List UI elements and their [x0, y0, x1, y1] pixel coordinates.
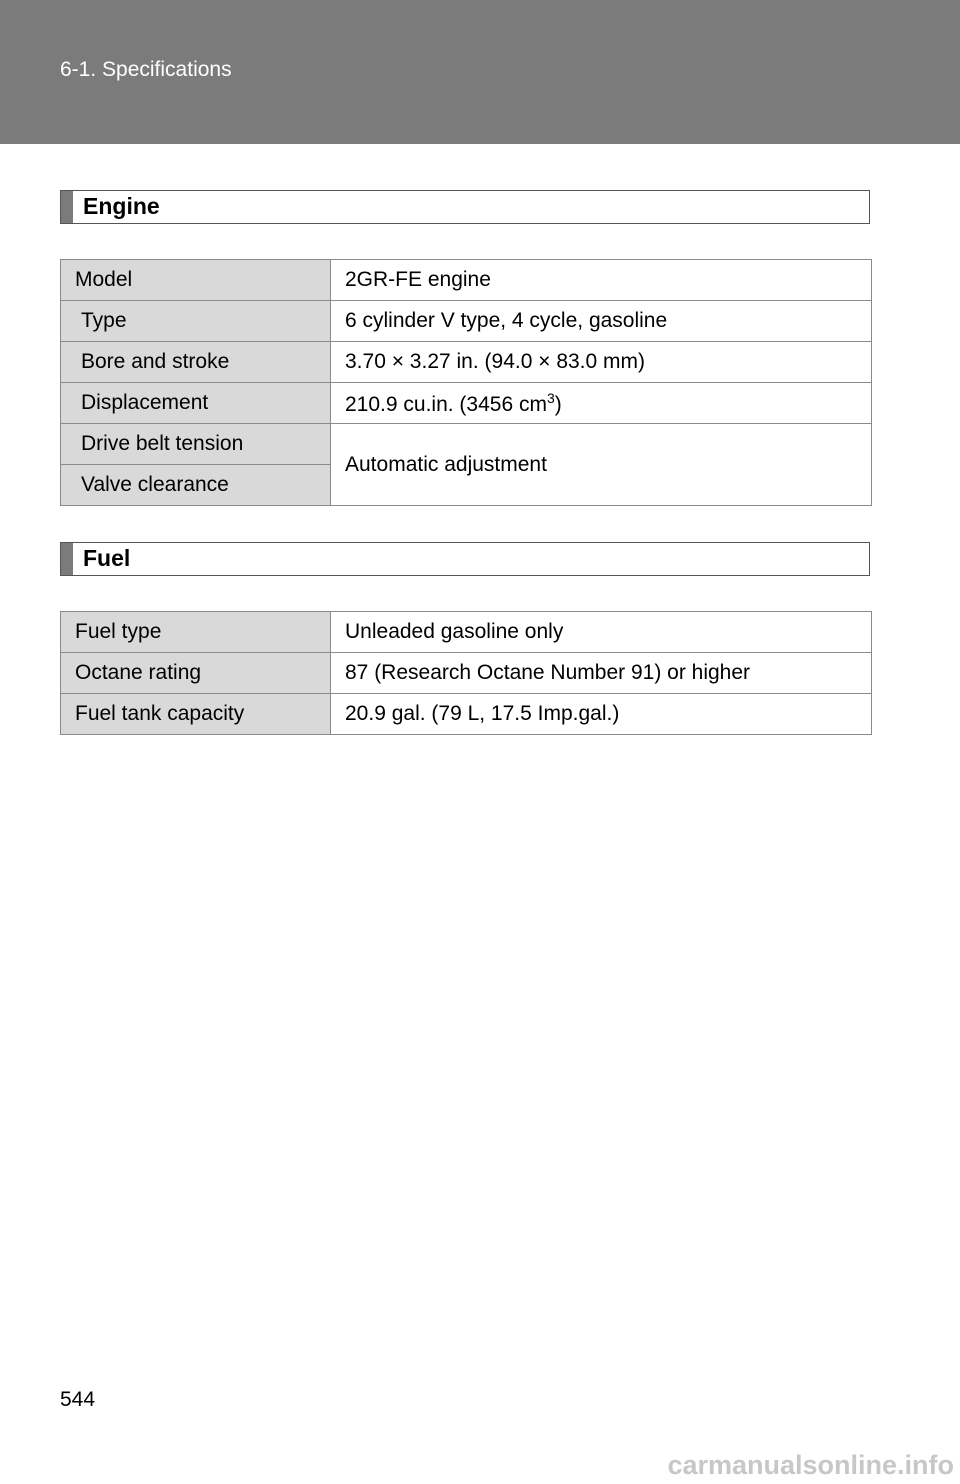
spec-value: 20.9 gal. (79 L, 17.5 Imp.gal.) [331, 694, 872, 735]
watermark: carmanualsonline.info [667, 1450, 954, 1480]
spec-label: Model [61, 260, 331, 301]
engine-section-heading [60, 190, 870, 224]
heading-stripe [61, 543, 73, 575]
spec-label: Drive belt tension [61, 424, 331, 465]
section-breadcrumb: 6-1. Specifications [60, 58, 232, 81]
heading-stripe [61, 191, 73, 223]
engine-heading-label: Engine [83, 193, 160, 219]
spec-value: 6 cylinder V type, 4 cycle, gasoline [331, 301, 872, 342]
spec-label: Type [61, 301, 331, 342]
table-row [61, 301, 872, 342]
fuel-spec-table [60, 611, 872, 735]
table-row [61, 653, 872, 694]
spec-label: Fuel type [61, 612, 331, 653]
table-row [61, 612, 872, 653]
engine-spec-table [60, 259, 872, 506]
table-row [61, 342, 872, 383]
displacement-text: 210.9 cu.in. (3456 cm [345, 392, 547, 416]
page-number: 544 [60, 1388, 96, 1411]
fuel-section-heading [60, 542, 870, 576]
spec-label: Bore and stroke [61, 342, 331, 383]
spec-label: Displacement [61, 383, 331, 424]
superscript-exponent: 3 [546, 389, 555, 406]
spec-label: Octane rating [61, 653, 331, 694]
spec-label: Fuel tank capacity [61, 694, 331, 735]
table-row [61, 383, 872, 424]
spec-value: 2GR-FE engine [331, 260, 872, 301]
fuel-heading-label: Fuel [83, 545, 131, 571]
spec-value: Unleaded gasoline only [331, 612, 872, 653]
spec-value: 3.70 × 3.27 in. (94.0 × 83.0 mm) [331, 342, 872, 383]
spec-value-shared: Automatic adjustment [331, 424, 872, 506]
displacement-close: ) [554, 392, 562, 416]
table-row [61, 424, 872, 465]
spec-value: 87 (Research Octane Number 91) or higher [331, 653, 872, 694]
spec-label: Valve clearance [61, 465, 331, 506]
table-row [61, 260, 872, 301]
table-row [61, 694, 872, 735]
spec-value [331, 383, 872, 424]
